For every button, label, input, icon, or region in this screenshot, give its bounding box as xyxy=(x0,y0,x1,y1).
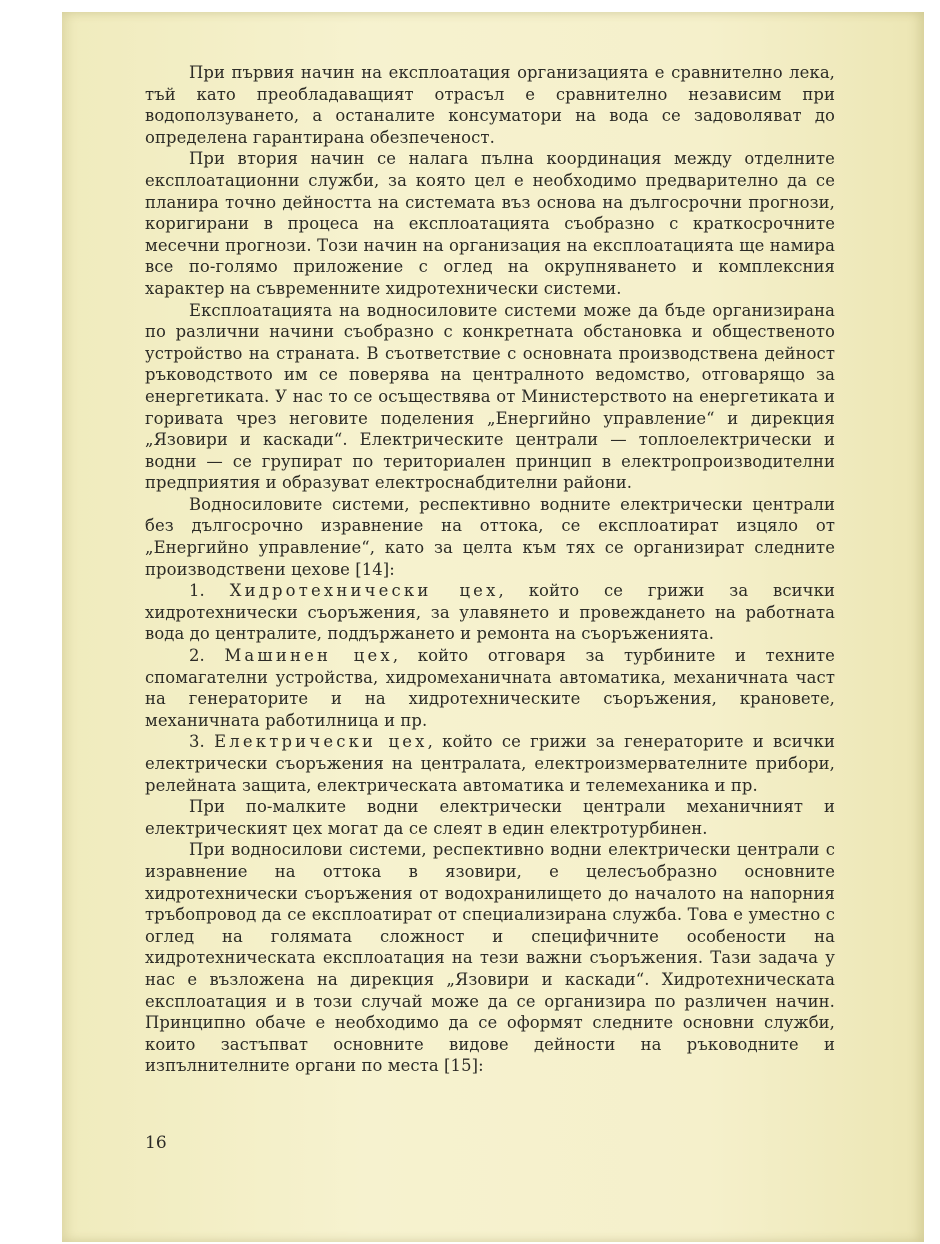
list-item-3 xyxy=(145,731,835,796)
body-text xyxy=(145,62,835,1077)
list-item-1-number: 1. xyxy=(189,581,205,601)
list-item-3-text: , който се грижи за генераторите и всички електрически съоръжения на централата, електроизмервателните прибори, релейната защита, електрическата автоматика и телемеханика и пр. xyxy=(145,732,835,795)
paragraph-1: При първия начин на експлоатация организацията е сравнително лека, тъй като преобладаващият отрасъл е сравнително независим при водоползуването, а останалите консуматори на вода се задоволяват до определена гарантирана обезпеченост. xyxy=(145,63,835,147)
list-item-3-term: Електрически цех xyxy=(214,732,428,752)
list-item-1-text: , който се грижи за всички хидротехнически съоръжения, за улавянето и провеждането на работната вода до централите, поддържането и ремонта на съоръженията. xyxy=(145,581,835,644)
list-item-2-text: , който отговаря за турбините и техните спомагателни устройства, хидромеханичната автоматика, механичната част на генераторите и на хидротехническите съоръжения, крановете, механичната работилница и пр. xyxy=(145,646,835,730)
list-item-2 xyxy=(145,645,835,731)
paragraph-4: Водносиловите системи, респективно водните електрически централи без дългосрочно изравнение на оттока, се експлоатират изцяло от „Енергийно управление“, като за целта към тях се организират следните производствени цехове [14]: xyxy=(145,494,835,579)
list-item-2-number: 2. xyxy=(189,646,205,666)
page-number: 16 xyxy=(145,1133,167,1153)
paragraph-3: Експлоатацията на водносиловите системи може да бъде организирана по различни начини съобразно с конкретната обстановка и общественото устройство на страната. В съответствие с основната производствена дейност ръководството им се поверява на централното ведомство, отговарящо за енергетиката. У нас то се осъществява от Министерството на енергетиката и горивата чрез неговите поделения „Енергийно управление“ и дирекция „Язовири и каскади“. Електрическите централи — топлоелектрически и водни — се групират по териториален принцип в електропроизводителни предприятия и образуват електроснабдителни райони. xyxy=(145,300,835,493)
paragraph-8: При по-малките водни електрически централи механичният и електрическият цех могат да се слеят в един електротурбинен. xyxy=(145,797,835,838)
list-item-1-term: Хидротехнически цех xyxy=(229,581,499,601)
paragraph-9: При водносилови системи, респективно водни електрически централи с изравнение на оттока в язовири, е целесъобразно основните хидротехнически съоръжения от водохранилището до началото на напорния тръбопровод да се експлоатират от специализирана служба. Това е уместно с оглед на голямата сложност и специфичните особености на хидротехническата експлоатация на тези важни съоръжения. Тази задача у нас е възложена на дирекция „Язовири и каскади“. Хидротехническата експлоатация и в този случай може да се организира по различен начин. Принципно обаче е необходимо да се оформят следните основни служби, които застъпват основните видове дейности на ръководните и изпълнителните органи по места [15]: xyxy=(145,840,835,1076)
list-item-2-term: Машинен цех xyxy=(224,646,393,666)
list-item-1 xyxy=(145,580,835,645)
paragraph-2: При втория начин се налага пълна координация между отделните експлоатационни служби, за която цел е необходимо предварително да се планира точно дейността на системата въз основа на дългосрочни прогнози, коригирани в процеса на експлоатацията съобразно с краткосрочните месечни прогнози. Този начин на организация на експлоатацията ще намира все по-голямо приложение с оглед на окрупняването и комплексния характер на съвременните хидротехнически системи. xyxy=(145,149,835,298)
list-item-3-number: 3. xyxy=(189,732,205,752)
